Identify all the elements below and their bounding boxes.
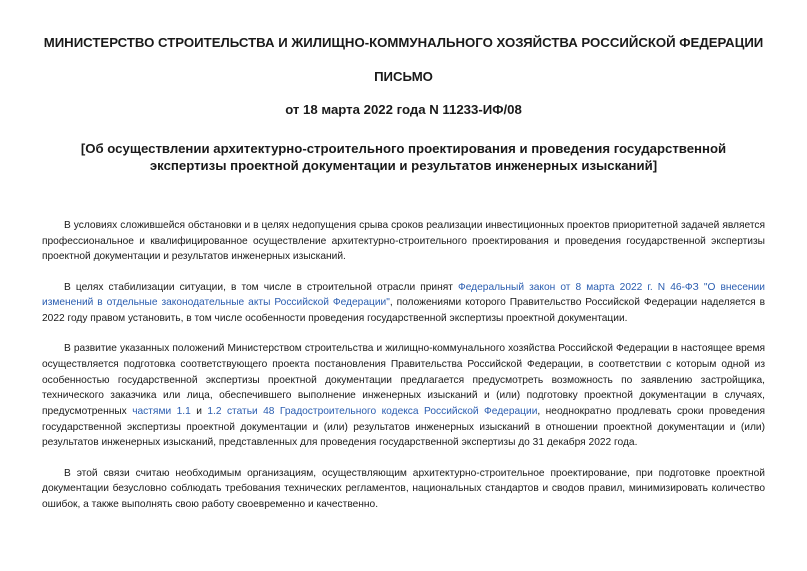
paragraph-4-text: В этой связи считаю необходимым организациям, осуществляющим архитектурно-строительное проектирование, при подготовке проектной документации безусловно соблюдать требования технических регламентов, национальных стандартов и сводов правил, минимизировать количество ошибок, а также выполнять свою работу своевременно и качественно. xyxy=(42,467,765,511)
paragraph-1 xyxy=(42,218,765,265)
document-body xyxy=(42,218,765,513)
paragraph-3 xyxy=(42,341,765,451)
document-type: ПИСЬМО xyxy=(374,69,433,84)
document-date-number: от 18 марта 2022 года N 11233-ИФ/08 xyxy=(285,102,522,117)
paragraph-1-text: В условиях сложившейся обстановки и в целях недопущения срыва сроков реализации инвестиционных проектов приоритетной задачей является профессиональное и квалифицированное осуществление архитектурно-строительного проектирования и проведения государственной экспертизы проектной документации и результатов инженерных изысканий. xyxy=(42,220,765,263)
paragraph-2 xyxy=(42,280,765,327)
ministry-title: МИНИСТЕРСТВО СТРОИТЕЛЬСТВА И ЖИЛИЩНО-КОММУНАЛЬНОГО ХОЗЯЙСТВА РОССИЙСКОЙ ФЕДЕРАЦИИ xyxy=(43,35,764,50)
paragraph-4 xyxy=(42,466,765,513)
paragraph-3-text-after: , неоднократно продлевать сроки проведения государственной экспертизы проектной документации и (или) результатов инженерных изысканий в отношении проектной документации и (или) результатов инженерных изысканий, представленных для проведения государственной экспертизы до 31 декабря 2022 года. xyxy=(42,406,765,449)
paragraph-3-text-before: В развитие указанных положений Министерством строительства и жилищно-коммунального хозяйства Российской Федерации в настоящее время осуществляется подготовка соответствующего проекта постановления Правительства Российской Федерации, в соответствии с которым одной из особенностью государственной экспертизы проектной документации предлагается предусмотреть возможность по заявлению застройщика, технического заказчика или лица, обеспечившего выполнение инженерных изысканий и (или) подготовку проектной документации в случаях, предусмотренных xyxy=(42,343,765,418)
article-parts-link[interactable]: частями 1.1 xyxy=(132,406,191,418)
paragraph-2-text-after: , положениями которого Правительство Российской Федерации наделяется в 2022 году правом установить, в том числе особенности проведения государственной экспертизы проектной документации. xyxy=(42,297,765,325)
paragraph-3-text-middle: и xyxy=(190,406,208,418)
document-subject: [Об осуществлении архитектурно-строительного проектирования и проведения государственной экспертизы проектной документации и результатов инженерных изысканий] xyxy=(80,141,727,173)
urban-planning-code-link[interactable]: 1.2 статьи 48 Градостроительного кодекса Российской Федерации xyxy=(207,406,538,418)
federal-law-link[interactable]: Федеральный закон от 8 марта 2022 г. N 46-ФЗ "О внесении изменений в отдельные законодательные акты Российской Федерации" xyxy=(42,281,765,309)
paragraph-2-text-before: В целях стабилизации ситуации, в том числе в строительной отрасли принят xyxy=(64,281,458,293)
